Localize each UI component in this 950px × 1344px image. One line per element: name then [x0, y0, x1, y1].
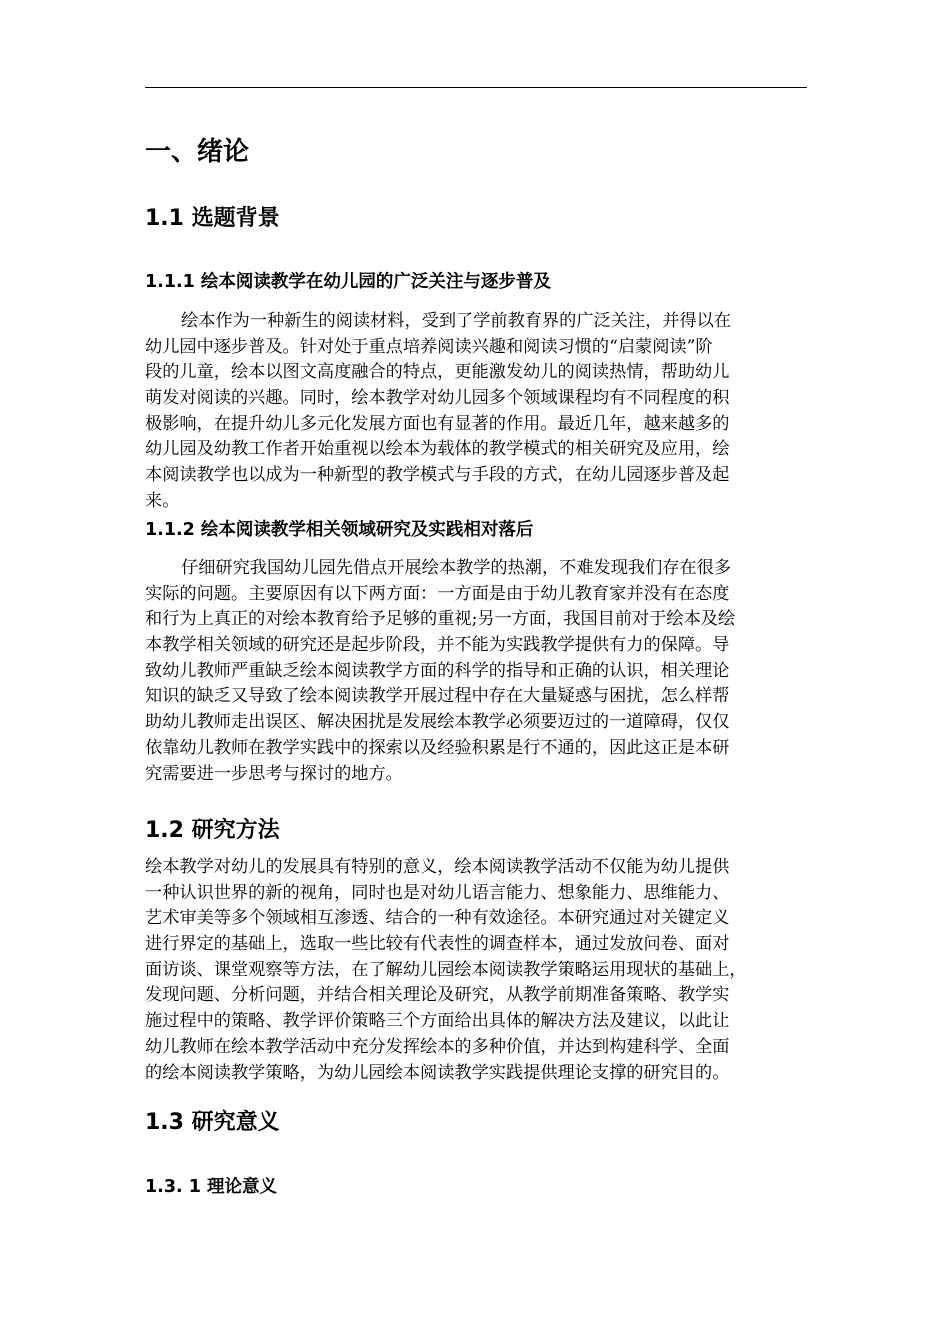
paragraph-line: 来。	[145, 490, 180, 511]
paragraph-line: 一种认识世界的新的视角，同时也是对幼儿语言能力、想象能力、思维能力、	[145, 882, 730, 903]
section-heading-background: 1.1 选题背景	[145, 206, 280, 231]
section-heading-significance: 1.3 研究意义	[145, 1110, 280, 1135]
paragraph-line: 幼儿园及幼教工作者开始重视以绘本为载体的教学模式的相关研究及应用，绘	[145, 439, 730, 460]
paragraph-line: 萌发对阅读的兴趣。同时，绘本教学对幼儿园多个领域课程均有不同程度的积	[145, 388, 730, 409]
paragraph-line: 发现问题、分析问题，并结合相关理论及研究，从教学前期准备策略、教学实	[145, 985, 730, 1006]
paragraph-line: 依靠幼儿教师在教学实践中的探索以及经验积累是行不通的，因此这正是本研	[145, 737, 730, 758]
paragraph-line: 幼儿园中逐步普及。针对处于重点培养阅读兴趣和阅读习惯的“启蒙阅读”阶	[145, 336, 713, 357]
paragraph-1-1-1	[145, 309, 807, 515]
paragraph-line: 幼儿教师在绘本教学活动中充分发挥绘本的多种价值，并达到构建科学、全面	[145, 1036, 730, 1057]
chapter-title: 一、绪论	[145, 137, 250, 167]
paragraph-line: 的绘本阅读教学策略，为幼儿园绘本阅读教学实践提供理论支撑的研究目的。	[145, 1062, 730, 1083]
paragraph-line: 段的儿童，绘本以图文高度融合的特点，更能激发幼儿的阅读热情，帮助幼儿	[145, 362, 730, 383]
subsection-heading-1-1-2: 1.1.2 绘本阅读教学相关领域研究及实践相对落后	[145, 520, 534, 540]
paragraph-line: 助幼儿教师走出误区、解决困扰是发展绘本教学必须要迈过的一道障碍，仅仅	[145, 712, 730, 733]
paragraph-1-1-2	[145, 556, 807, 787]
paragraph-line: 绘本教学对幼儿的发展具有特别的意义，绘本阅读教学活动不仅能为幼儿提供	[145, 857, 730, 877]
paragraph-line: 施过程中的策略、教学评价策略三个方面给出具体的解决方法及建议，以此让	[145, 1011, 730, 1032]
paragraph-1-2	[145, 855, 807, 1086]
section-heading-methods: 1.2 研究方法	[145, 818, 280, 843]
paragraph-line: 和行为上真正的对绘本教育给予足够的重视;另一方面，我国目前对于绘本及绘	[145, 609, 736, 630]
header-rule	[145, 87, 807, 88]
subsection-heading-1-3-1: 1.3. 1 理论意义	[145, 1177, 278, 1197]
paragraph-line: 极影响，在提升幼儿多元化发展方面也有显著的作用。最近几年，越来越多的	[145, 413, 730, 434]
paragraph-line: 知识的缺乏又导致了绘本阅读教学开展过程中存在大量疑惑与困扰，怎么样帮	[145, 686, 730, 707]
paragraph-line: 绘本作为一种新生的阅读材料，受到了学前教育界的广泛关注，并得以在	[181, 311, 732, 331]
paragraph-line: 仔细研究我国幼儿园先借点开展绘本教学的热潮，不难发现我们存在很多	[181, 558, 732, 578]
paragraph-line: 究需要进一步思考与探讨的地方。	[145, 763, 403, 784]
paragraph-line: 实际的问题。主要原因有以下两方面：一方面是由于幼儿教育家并没有在态度	[145, 583, 730, 604]
paragraph-line: 本阅读教学也以成为一种新型的教学模式与手段的方式，在幼儿园逐步普及起	[145, 465, 730, 486]
paragraph-line: 面访谈、课堂观察等方法，在了解幼儿园绘本阅读教学策略运用现状的基础上，	[145, 959, 747, 980]
paragraph-line: 进行界定的基础上，选取一些比较有代表性的调查样本，通过发放问卷、面对	[145, 934, 730, 955]
paragraph-line: 致幼儿教师严重缺乏绘本阅读教学方面的科学的指导和正确的认识，相关理论	[145, 660, 730, 681]
subsection-heading-1-1-1: 1.1.1 绘本阅读教学在幼儿园的广泛关注与逐步普及	[145, 272, 551, 292]
paragraph-line: 本教学相关领域的研究还是起步阶段，并不能为实践教学提供有力的保障。导	[145, 635, 730, 656]
paragraph-line: 艺术审美等多个领域相互渗透、结合的一种有效途径。本研究通过对关键定义	[145, 908, 730, 929]
